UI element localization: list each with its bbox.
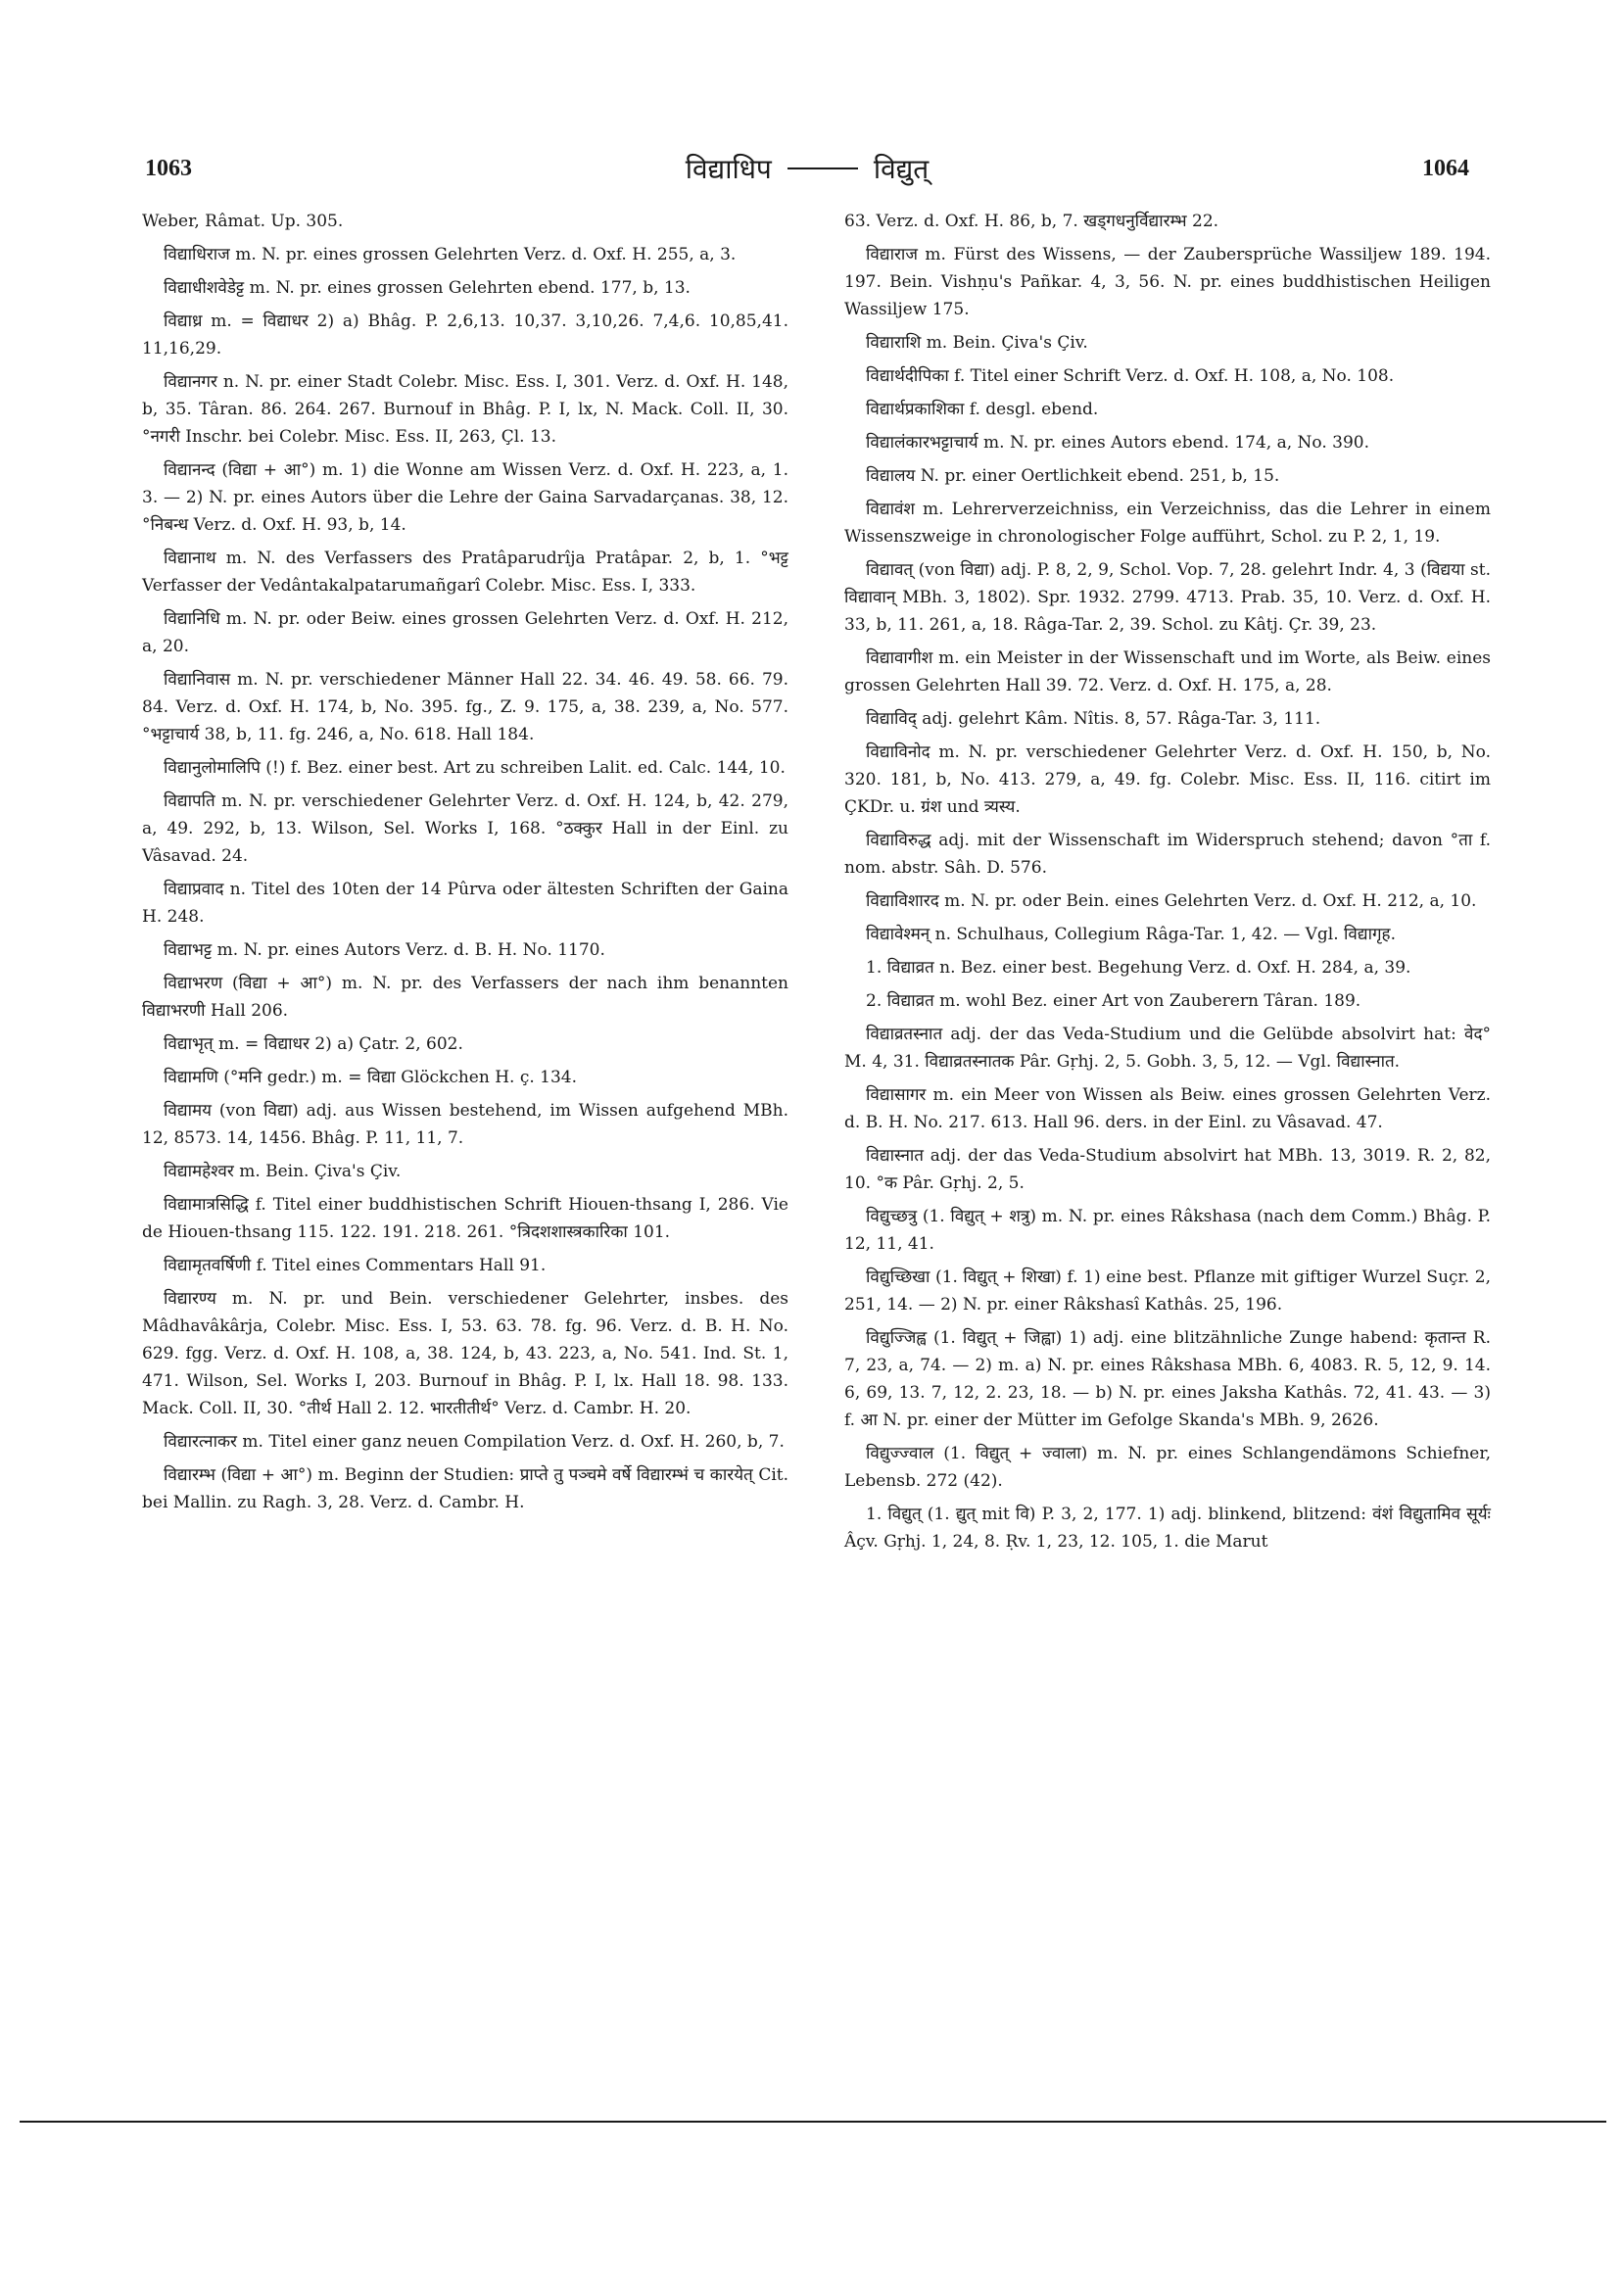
dictionary-entry: विद्युच्छत्रु (1. विद्युत् + शत्रु) m. N. pr. eines Râkshasa (nach dem Comm.) Bhâg. P. 12, 11, 41. xyxy=(844,1207,1491,1254)
dictionary-entry: विद्यावेश्मन् n. Schulhaus, Collegium Râga-Tar. 1, 42. — Vgl. विद्यागृह. xyxy=(866,925,1396,944)
dictionary-entry: विद्यार्थप्रकाशिका f. desgl. ebend. xyxy=(866,400,1099,419)
dictionary-entry: विद्यानुलोमालिपि (!) f. Bez. einer best. Art zu schreiben Lalit. ed. Calc. 144, 10. xyxy=(164,758,786,778)
dictionary-entry: विद्यासागर m. ein Meer von Wissen als Beiw. eines grossen Gelehrten Verz. d. B. H. No. 217. 613. Hall 96. ders. in der Einl. zu Vâsavad. 47. xyxy=(844,1085,1491,1132)
dictionary-entry: विद्युच्छिखा (1. विद्युत् + शिखा) f. 1) eine best. Pflanze mit giftiger Wurzel Suçr. 2, 251, 14. — 2) N. pr. einer Râkshasî Kathâs. 25, 196. xyxy=(844,1268,1491,1315)
dictionary-entry: विद्यामात्रसिद्धि f. Titel einer buddhistischen Schrift Hiouen-thsang I, 286. Vie de Hiouen-thsang 115. 122. 191. 218. 261. °त्रिदशशास्त्रकारिका 101. xyxy=(142,1195,788,1242)
dictionary-entry: विद्युज्जिह्व (1. विद्युत् + जिह्वा) 1) adj. eine blitzähnliche Zunge habend: कृतान्त R. 7, 23, a, 74. — 2) m. a) N. pr. eines Râkshasa MBh. 6, 4083. R. 5, 12, 9. 14. 6, 69, 13. 7, 12, 2. 23, 18. — b) N. pr. eines Jaksha Kathâs. 72, 41. 43. — 3) f. आ N. pr. einer der Mütter im Gefolge Skanda's MBh. 9, 2626. xyxy=(844,1328,1491,1430)
dictionary-entry: विद्यारण्य m. N. pr. und Bein. verschiedener Gelehrter, insbes. des Mâdhavâkârja, Colebr. Misc. Ess. I, 53. 63. 78. fg. 96. Verz. d. B. H. No. 629. fgg. Verz. d. Oxf. H. 108, a, 38. 124, b, 43. 223, a, No. 541. Ind. St. 1, 471. Wilson, Sel. Works I, 203. Burnouf in Bhâg. P. I, lx. Hall 18. 98. 133. Mack. Coll. II, 30. °तीर्थ Hall 2. 12. भारतीतीर्थ° Verz. d. Cambr. H. 20. xyxy=(142,1289,788,1418)
dictionary-entry: विद्यामणि (°मनि gedr.) m. = विद्या Glöckchen H. ç. 134. xyxy=(164,1068,578,1087)
dictionary-entry: विद्यामहेश्वर m. Bein. Çiva's Çiv. xyxy=(164,1162,402,1181)
dictionary-entry: विद्याध्र m. = विद्याधर 2) a) Bhâg. P. 2,6,13. 10,37. 3,10,26. 7,4,6. 10,85,41. 11,16,29. xyxy=(142,311,788,359)
dictionary-entry: 1. विद्युत् (1. द्युत् mit वि) P. 3, 2, 177. 1) adj. blinkend, blitzend: वंशं विद्युतामिव सूर्यः Âçv. Gṛhj. 1, 24, 8. Ṛv. 1, 23, 12. 105, 1. die Marut xyxy=(844,1505,1491,1552)
dictionary-entry: विद्यालय N. pr. einer Oertlichkeit ebend. 251, b, 15. xyxy=(866,466,1280,486)
dictionary-entry: विद्यापति m. N. pr. verschiedener Gelehrter Verz. d. Oxf. H. 124, b, 42. 279, a, 49. 292, b, 13. Wilson, Sel. Works I, 168. °ठक्कुर Hall in der Einl. zu Vâsavad. 24. xyxy=(142,791,788,866)
dictionary-entry: विद्युज्ज्वाल (1. विद्युत् + ज्वाला) m. N. pr. eines Schlangendämons Schiefner, Lebensb. 272 (42). xyxy=(844,1444,1491,1491)
dictionary-entry: विद्यार्थदीपिका f. Titel einer Schrift Verz. d. Oxf. H. 108, a, No. 108. xyxy=(866,366,1395,386)
dictionary-entry: विद्याव्रतस्नात adj. der das Veda-Studium und die Gelübde absolvirt hat: वेद° M. 4, 31. विद्याव्रतस्नातक Pâr. Gṛhj. 2, 5. Gobh. 3, 5, 12. — Vgl. विद्यास्नात. xyxy=(844,1025,1491,1072)
dictionary-entry: 63. Verz. d. Oxf. H. 86, b, 7. खड्गधनुर्विद्यारम्भ 22. xyxy=(844,212,1219,231)
dictionary-entry: विद्यामृतवर्षिणी f. Titel eines Commentars Hall 91. xyxy=(164,1256,547,1275)
footer-rule xyxy=(20,2121,1606,2123)
range-dash xyxy=(787,167,858,169)
dictionary-entry: विद्याविरुद्ध adj. mit der Wissenschaft im Widerspruch stehend; davon °ता f. nom. abstr. Sâh. D. 576. xyxy=(844,831,1491,878)
dictionary-entry: विद्यानाथ m. N. des Verfassers des Pratâparudrîja Pratâpar. 2, b, 1. °भट्ट Verfasser der Vedântakalpatarumañgarî Colebr. Misc. Ess. I, 333. xyxy=(142,549,788,596)
headword-range xyxy=(686,150,930,187)
dictionary-entry: विद्याभृत् m. = विद्याधर 2) a) Çatr. 2, 602. xyxy=(164,1034,463,1054)
dictionary-entry: विद्याविद् adj. gelehrt Kâm. Nîtis. 8, 57. Râga-Tar. 3, 111. xyxy=(866,709,1321,729)
dictionary-entry: विद्यावंश m. Lehrerverzeichniss, ein Verzeichniss, das die Lehrer in einem Wissenszweige in chronologischer Folge aufführt, Schol. zu P. 2, 1, 19. xyxy=(844,500,1491,547)
dictionary-entry: विद्याधीशवेडेट्ट m. N. pr. eines grossen Gelehrten ebend. 177, b, 13. xyxy=(164,278,691,298)
dictionary-entry: विद्याभरण (विद्या + आ°) m. N. pr. des Verfassers der nach ihm benannten विद्याभरणी Hall 206. xyxy=(142,974,788,1021)
dictionary-entry: विद्यास्नात adj. der das Veda-Studium absolvirt hat MBh. 13, 3019. R. 2, 82, 10. °क Pâr. Gṛhj. 2, 5. xyxy=(844,1146,1491,1193)
dictionary-entry: विद्याप्रवाद n. Titel des 10ten der 14 Pûrva oder ältesten Schriften der Gaina H. 248. xyxy=(142,880,788,927)
page-header xyxy=(145,147,1469,190)
dictionary-entry: 2. विद्याव्रत m. wohl Bez. einer Art von Zauberern Târan. 189. xyxy=(866,991,1361,1011)
dictionary-entry: विद्यावागीश m. ein Meister in der Wissenschaft und im Worte, als Beiw. eines grossen Gelehrten Hall 39. 72. Verz. d. Oxf. H. 175, a, 28. xyxy=(844,648,1491,695)
dictionary-entry: विद्यामय (von विद्या) adj. aus Wissen bestehend, im Wissen aufgehend MBh. 12, 8573. 14, 1456. Bhâg. P. 11, 11, 7. xyxy=(142,1101,788,1148)
dictionary-entry: विद्यारम्भ (विद्या + आ°) m. Beginn der Studien: प्राप्ते तु पञ्चमे वर्षे विद्यारम्भं च कारयेत् Cit. bei Mallin. zu Ragh. 3, 28. Verz. d. Cambr. H. xyxy=(142,1465,788,1512)
right-column xyxy=(844,208,1491,1561)
dictionary-entry: विद्यानन्द (विद्या + आ°) m. 1) die Wonne am Wissen Verz. d. Oxf. H. 223, a, 1. 3. — 2) N. pr. eines Autors über die Lehre der Gaina Sarvadarçanas. 38, 12. °निबन्ध Verz. d. Oxf. H. 93, b, 14. xyxy=(142,460,788,535)
dictionary-entry: विद्यानिवास m. N. pr. verschiedener Männer Hall 22. 34. 46. 49. 58. 66. 79. 84. Verz. d. Oxf. H. 174, b, No. 395. fg., Z. 9. 175, a, 38. 239, a, No. 577. °भट्टाचार्य 38, b, 11. fg. 246, a, No. 618. Hall 184. xyxy=(142,670,788,744)
dictionary-entry: विद्याविशारद m. N. pr. oder Bein. eines Gelehrten Verz. d. Oxf. H. 212, a, 10. xyxy=(866,891,1477,911)
dictionary-entry: विद्यालंकारभट्टाचार्य m. N. pr. eines Autors ebend. 174, a, No. 390. xyxy=(866,433,1369,453)
dictionary-entry: विद्याराशि m. Bein. Çiva's Çiv. xyxy=(866,333,1088,353)
dictionary-entry: विद्याधिराज m. N. pr. eines grossen Gelehrten Verz. d. Oxf. H. 255, a, 3. xyxy=(164,245,737,264)
dictionary-entry: 1. विद्याव्रत n. Bez. einer best. Begehung Verz. d. Oxf. H. 284, a, 39. xyxy=(866,958,1411,978)
left-page-number: 1063 xyxy=(145,155,192,181)
dictionary-entry: विद्यावत् (von विद्या) adj. P. 8, 2, 9, Schol. Vop. 7, 28. gelehrt Indr. 4, 3 (विद्यया st. विद्यावान् MBh. 3, 1802). Spr. 1932. 2799. 4713. Prab. 35, 10. Verz. d. Oxf. H. 33, b, 11. 261, a, 18. Râga-Tar. 2, 39. Schol. zu Kâtj. Çr. 39, 23. xyxy=(844,560,1491,635)
left-column xyxy=(142,208,788,1522)
dictionary-entry: विद्यारत्नाकर m. Titel einer ganz neuen Compilation Verz. d. Oxf. H. 260, b, 7. xyxy=(164,1432,785,1452)
dictionary-entry: Weber, Râmat. Up. 305. xyxy=(142,212,344,231)
dictionary-entry: विद्याविनोद m. N. pr. verschiedener Gelehrter Verz. d. Oxf. H. 150, b, No. 320. 181, b, No. 413. 279, a, 49. fg. Colebr. Misc. Ess. II, 116. citirt im ÇKDr. u. ग्रंश und त्र्यस्य. xyxy=(844,742,1491,817)
last-headword: विद्युत् xyxy=(873,153,930,185)
dictionary-entry: विद्याराज m. Fürst des Wissens, — der Zaubersprüche Wassiljew 189. 194. 197. Bein. Vishṇu's Pañkar. 4, 3, 56. N. pr. eines buddhistischen Heiligen Wassiljew 175. xyxy=(844,245,1491,319)
dictionary-entry: विद्याभट्ट m. N. pr. eines Autors Verz. d. B. H. No. 1170. xyxy=(164,940,605,960)
right-page-number: 1064 xyxy=(1421,155,1469,181)
dictionary-entry: विद्यानगर n. N. pr. einer Stadt Colebr. Misc. Ess. I, 301. Verz. d. Oxf. H. 148, b, 35. Târan. 86. 264. 267. Burnouf in Bhâg. P. I, lx, N. Mack. Coll. II, 30. °नगरी Inschr. bei Colebr. Misc. Ess. II, 263, Çl. 13. xyxy=(142,372,788,447)
dictionary-entry: विद्यानिधि m. N. pr. oder Beiw. eines grossen Gelehrten Verz. d. Oxf. H. 212, a, 20. xyxy=(142,609,788,656)
first-headword: विद्याधिप xyxy=(685,153,772,185)
